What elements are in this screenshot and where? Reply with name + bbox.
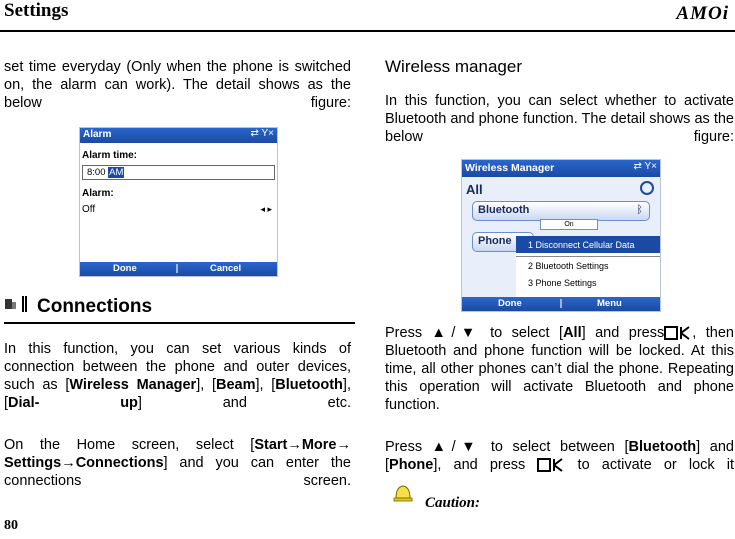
done-button[interactable]: Done bbox=[113, 263, 137, 274]
menu-separator bbox=[516, 256, 661, 257]
alarm-time-field[interactable] bbox=[82, 165, 275, 180]
softkey-divider bbox=[560, 299, 562, 308]
wireless-para-3: Press ▲/▼ to select between [Bluetooth] and [Phone], and press to activate or lock it bbox=[385, 439, 735, 473]
alarm-label: Alarm: bbox=[82, 188, 114, 199]
alarm-time-label: Alarm time: bbox=[82, 150, 138, 161]
done-button[interactable]: Done bbox=[498, 298, 522, 309]
left-right-arrows-icon: ◂ ▸ bbox=[260, 204, 272, 214]
bluetooth-icon: ᛒ bbox=[636, 204, 643, 216]
header-title: Settings bbox=[4, 0, 69, 21]
caution-bell-icon bbox=[392, 483, 414, 503]
ok-key-icon bbox=[537, 458, 565, 472]
popup-menu bbox=[516, 236, 661, 297]
section-title: Connections bbox=[37, 296, 153, 317]
menu-button[interactable]: Menu bbox=[597, 298, 622, 309]
alarm-soft-keys bbox=[80, 262, 277, 276]
phone-label: Phone bbox=[478, 235, 512, 247]
bluetooth-toggle[interactable] bbox=[472, 201, 650, 221]
ampm-value: AM bbox=[109, 167, 124, 178]
right-column bbox=[385, 58, 734, 164]
wm-title: Wireless Manager bbox=[465, 162, 555, 174]
connections-text bbox=[4, 340, 351, 508]
wireless-para-2: Press ▲/▼ to select [All] and press , then Bluetooth and phone function will be locked. At this time, all other phones can’t dial the phone. Repeating this operation will activate Bluetooth and phone function. bbox=[385, 325, 734, 413]
bluetooth-status: On bbox=[540, 219, 598, 230]
menu-item-disconnect[interactable]: 1 Disconnect Cellular Data bbox=[516, 237, 661, 253]
section-bullet-icon bbox=[5, 296, 31, 312]
status-icons: ⇄ Y× bbox=[250, 128, 274, 139]
page-number: 80 bbox=[4, 518, 18, 533]
menu-item-phone-settings[interactable]: 3 Phone Settings bbox=[528, 278, 597, 288]
alarm-title: Alarm bbox=[83, 129, 112, 140]
left-column bbox=[4, 58, 351, 130]
alarm-value[interactable]: Off bbox=[82, 204, 96, 215]
wireless-intro-text: In this function, you can select whether to activate Bluetooth and phone function. The detail shows as the below figure: bbox=[385, 93, 734, 145]
connections-para-2: On the Home screen, select [Start→More→ Settings→Connections] and you can enter the connections screen. bbox=[4, 437, 351, 489]
bluetooth-label: Bluetooth bbox=[478, 204, 530, 216]
wireless-manager-heading: Wireless manager bbox=[385, 57, 522, 76]
caution-label: Caution: bbox=[425, 495, 481, 511]
alarm-title-bar bbox=[80, 128, 277, 143]
wireless-manager-screenshot bbox=[461, 159, 661, 312]
menu-item-bluetooth-settings[interactable]: 2 Bluetooth Settings bbox=[528, 261, 609, 271]
cancel-button[interactable]: Cancel bbox=[210, 263, 242, 274]
alarm-screenshot bbox=[79, 127, 278, 277]
wm-title-bar bbox=[462, 160, 660, 177]
wm-soft-keys bbox=[462, 297, 660, 311]
header-divider bbox=[0, 30, 735, 32]
wireless-instructions bbox=[385, 324, 734, 492]
all-label[interactable]: All bbox=[466, 182, 483, 197]
alarm-intro-text: set time everyday (Only when the phone is switched on, the alarm can work). The detail shows as the below figure: bbox=[4, 59, 351, 111]
page-header bbox=[0, 0, 735, 32]
status-icons: ⇄ Y× bbox=[633, 161, 657, 172]
section-divider bbox=[4, 322, 355, 324]
softkey-divider bbox=[176, 264, 178, 273]
brand-logo: AMOi bbox=[676, 3, 729, 24]
ok-key-icon bbox=[664, 326, 692, 340]
power-icon[interactable] bbox=[640, 181, 654, 195]
alarm-time-value: 8:00 bbox=[87, 167, 106, 178]
connections-para-1: In this function, you can set various kinds of connection between the phone and outer devices, such as [Wireless Manager], [Beam], [Bluetooth], [Dial- up] and etc. bbox=[4, 341, 351, 411]
